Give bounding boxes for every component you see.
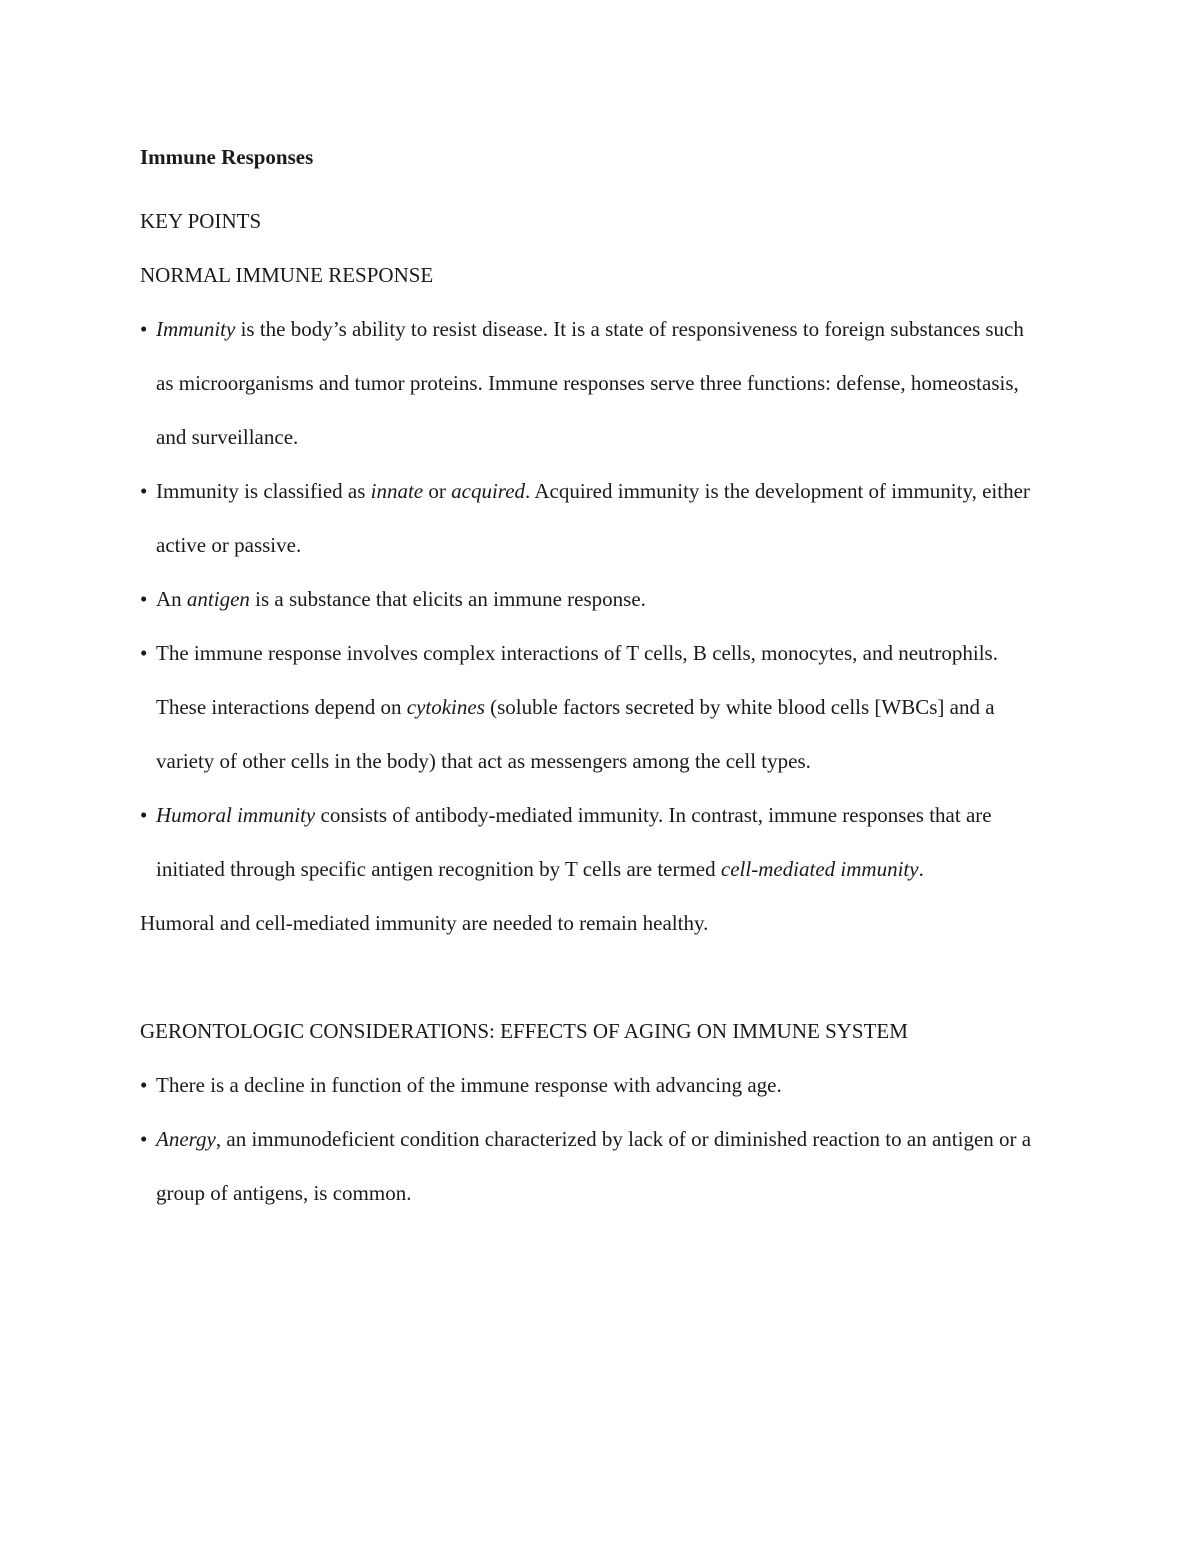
bullet-immune-interactions — [140, 626, 1040, 788]
bullet-marker: • — [140, 641, 148, 665]
term-antigen: antigen — [186, 587, 250, 611]
bullet-text: Immunity is classified as — [156, 479, 371, 503]
bullet-marker: • — [140, 587, 148, 611]
bullet-immunity-definition — [140, 302, 1040, 464]
document-title: Immune Responses — [140, 145, 314, 169]
bullet-text: , an immunodeficient condition characterized by lack of or diminished reaction to an antigen or a group of antigens, is common. — [156, 1127, 1032, 1205]
term-cytokines: cytokines — [406, 695, 485, 719]
bullet-marker: • — [140, 803, 148, 827]
bullet-text: . Acquired immunity is the development of immunity, either active or passive. — [156, 479, 1030, 557]
normal-immune-response-heading: NORMAL IMMUNE RESPONSE — [140, 263, 434, 287]
bullet-marker: • — [140, 1073, 148, 1097]
document-body — [140, 140, 1040, 1220]
bullet-marker: • — [140, 1127, 148, 1151]
bullet-text: An — [156, 587, 187, 611]
bullet-anergy — [140, 1112, 1040, 1220]
term-acquired: acquired — [451, 479, 526, 503]
term-innate: innate — [370, 479, 424, 503]
bullet-text: or — [423, 479, 452, 503]
term-humoral-immunity: Humoral immunity — [156, 803, 316, 827]
bullet-text: is the body’s ability to resist disease. It is a state of responsiveness to foreign substances such as microorganisms and tumor proteins. Immune responses serve three functions: defense, homeostasis, and surveillance. — [156, 317, 1024, 449]
bullet-text: (soluble factors secreted by white blood cells [WBCs] and a variety of other cells in the body) that act as messengers among the cell types. — [156, 695, 995, 773]
section-spacer — [140, 950, 1040, 1004]
key-points-heading: KEY POINTS — [140, 209, 262, 233]
bullet-text: There is a decline in function of the immune response with advancing age. — [156, 1073, 782, 1097]
bullet-text: The immune response involves complex interactions of T cells, B cells, monocytes, and neutrophils. These interactions depend on — [156, 641, 998, 719]
term-anergy: Anergy — [156, 1127, 216, 1151]
gerontologic-heading: GERONTOLOGIC CONSIDERATIONS: EFFECTS OF AGING ON IMMUNE SYSTEM — [140, 1019, 908, 1043]
bullet-immunity-classification — [140, 464, 1040, 572]
closing-statement: Humoral and cell-mediated immunity are needed to remain healthy. — [140, 911, 709, 935]
term-immunity: Immunity — [156, 317, 236, 341]
bullet-text: is a substance that elicits an immune response. — [249, 587, 646, 611]
term-cell-mediated-immunity: cell-mediated immunity — [720, 857, 919, 881]
bullet-marker: • — [140, 479, 148, 503]
bullet-humoral-immunity — [140, 788, 1040, 896]
bullet-marker: • — [140, 317, 148, 341]
bullet-text: . — [918, 857, 924, 881]
bullet-text: consists of antibody-mediated immunity. In contrast, immune responses that are initiated through specific antigen recognition by T cells are termed — [156, 803, 992, 881]
bullet-antigen — [140, 572, 1040, 626]
bullet-aging-decline — [140, 1058, 1040, 1112]
